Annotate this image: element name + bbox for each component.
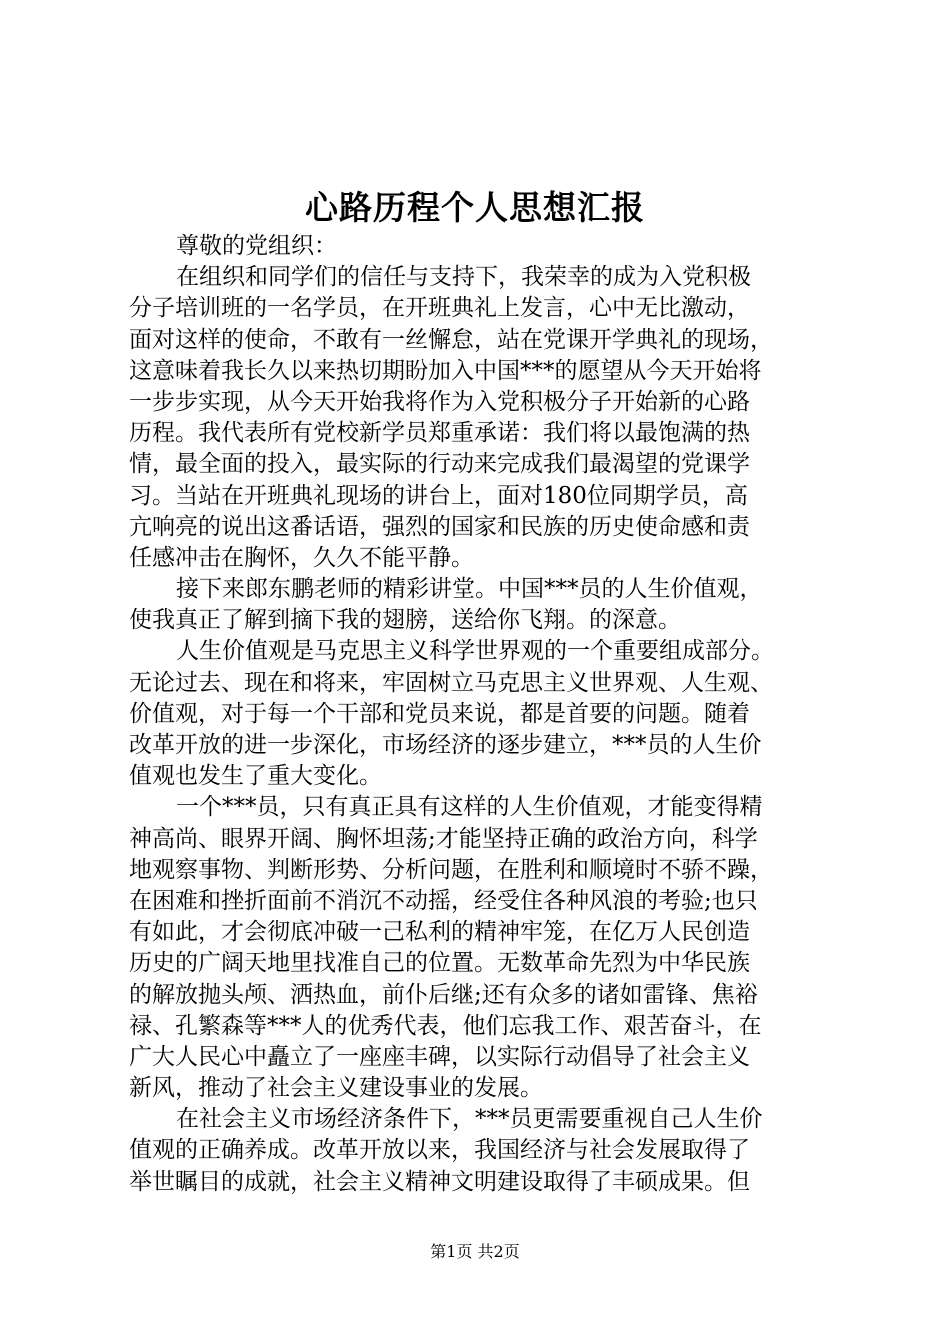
paragraph-line: 在困难和挫折面前不消沉不动摇，经受住各种风浪的考验;也只 bbox=[129, 887, 758, 914]
paragraph-line: 改革开放的进一步深化，市场经济的逐步建立，***员的人生价 bbox=[129, 732, 762, 758]
salutation-line: 尊敬的党组织： bbox=[176, 233, 337, 259]
paragraph-line: 情，最全面的投入，最实际的行动来完成我们最渴望的党课学 bbox=[129, 451, 750, 478]
paragraph-line: 一步步实现，从今天开始我将作为入党积极分子开始新的心路 bbox=[129, 388, 750, 415]
paragraph-line: 历史的广阔天地里找准自己的位置。无数革命先烈为中华民族 bbox=[129, 950, 750, 977]
page-number: 第1页 共2页 bbox=[430, 1242, 520, 1261]
document-title: 心路历程个人思想汇报 bbox=[305, 188, 645, 227]
paragraph-line: 有如此，才会彻底冲破一己私利的精神牢笼，在亿万人民创造 bbox=[129, 919, 750, 946]
paragraph-line: 在组织和同学们的信任与支持下，我荣幸的成为入党积极 bbox=[176, 264, 751, 291]
paragraph-line: 一个***员，只有真正具有这样的人生价值观，才能变得精 bbox=[176, 794, 763, 821]
paragraph-line: 历程。我代表所有党校新学员郑重承诺：我们将以最饱满的热 bbox=[129, 420, 750, 447]
paragraph-line: 价值观，对于每一个干部和党员来说，都是首要的问题。随着 bbox=[129, 700, 750, 727]
paragraph-line: 的解放抛头颅、洒热血，前仆后继;还有众多的诸如雷锋、焦裕 bbox=[129, 981, 758, 1008]
paragraph-line: 新风，推动了社会主义建设事业的发展。 bbox=[129, 1075, 543, 1102]
paragraph-line: 亢响亮的说出这番话语，强烈的国家和民族的历史使命感和责 bbox=[129, 513, 750, 540]
paragraph-line: 值观也发生了重大变化。 bbox=[129, 763, 382, 790]
paragraph-line: 面对这样的使命，不敢有一丝懈怠，站在党课开学典礼的现场， bbox=[129, 326, 773, 353]
paragraph-line: 这意味着我长久以来热切期盼加入中国***的愿望从今天开始将 bbox=[129, 357, 762, 384]
paragraph-line: 广大人民心中矗立了一座座丰碑，以实际行动倡导了社会主义 bbox=[129, 1043, 750, 1070]
paragraph-line: 接下来郎东鹏老师的精彩讲堂。中国***员的人生价值观， bbox=[176, 576, 763, 603]
paragraph-line: 值观的正确养成。改革开放以来，我国经济与社会发展取得了 bbox=[129, 1137, 750, 1164]
document-body bbox=[129, 231, 829, 1198]
paragraph-line: 使我真正了解到摘下我的翅膀，送给你飞翔。的深意。 bbox=[129, 607, 681, 634]
paragraph-line: 无论过去、现在和将来，牢固树立马克思主义世界观、人生观、 bbox=[129, 669, 773, 696]
paragraph-line: 禄、孔繁森等***人的优秀代表，他们忘我工作、艰苦奋斗，在 bbox=[129, 1012, 762, 1039]
paragraph-line: 在社会主义市场经济条件下，***员更需要重视自己人生价 bbox=[176, 1106, 763, 1133]
paragraph-line: 分子培训班的一名学员，在开班典礼上发言，心中无比激动， bbox=[129, 295, 750, 322]
paragraph-line: 人生价值观是马克思主义科学世界观的一个重要组成部分。 bbox=[176, 638, 774, 665]
paragraph-line: 习。当站在开班典礼现场的讲台上，面对180位同期学员，高 bbox=[129, 482, 748, 509]
paragraph-line: 神高尚、眼界开阔、胸怀坦荡;才能坚持正确的政治方向，科学 bbox=[129, 825, 758, 852]
paragraph-line: 地观察事物、判断形势、分析问题，在胜利和顺境时不骄不躁， bbox=[129, 856, 773, 883]
paragraph-line: 任感冲击在胸怀，久久不能平静。 bbox=[129, 544, 474, 571]
paragraph-line: 举世瞩目的成就，社会主义精神文明建设取得了丰硕成果。但 bbox=[129, 1168, 750, 1195]
